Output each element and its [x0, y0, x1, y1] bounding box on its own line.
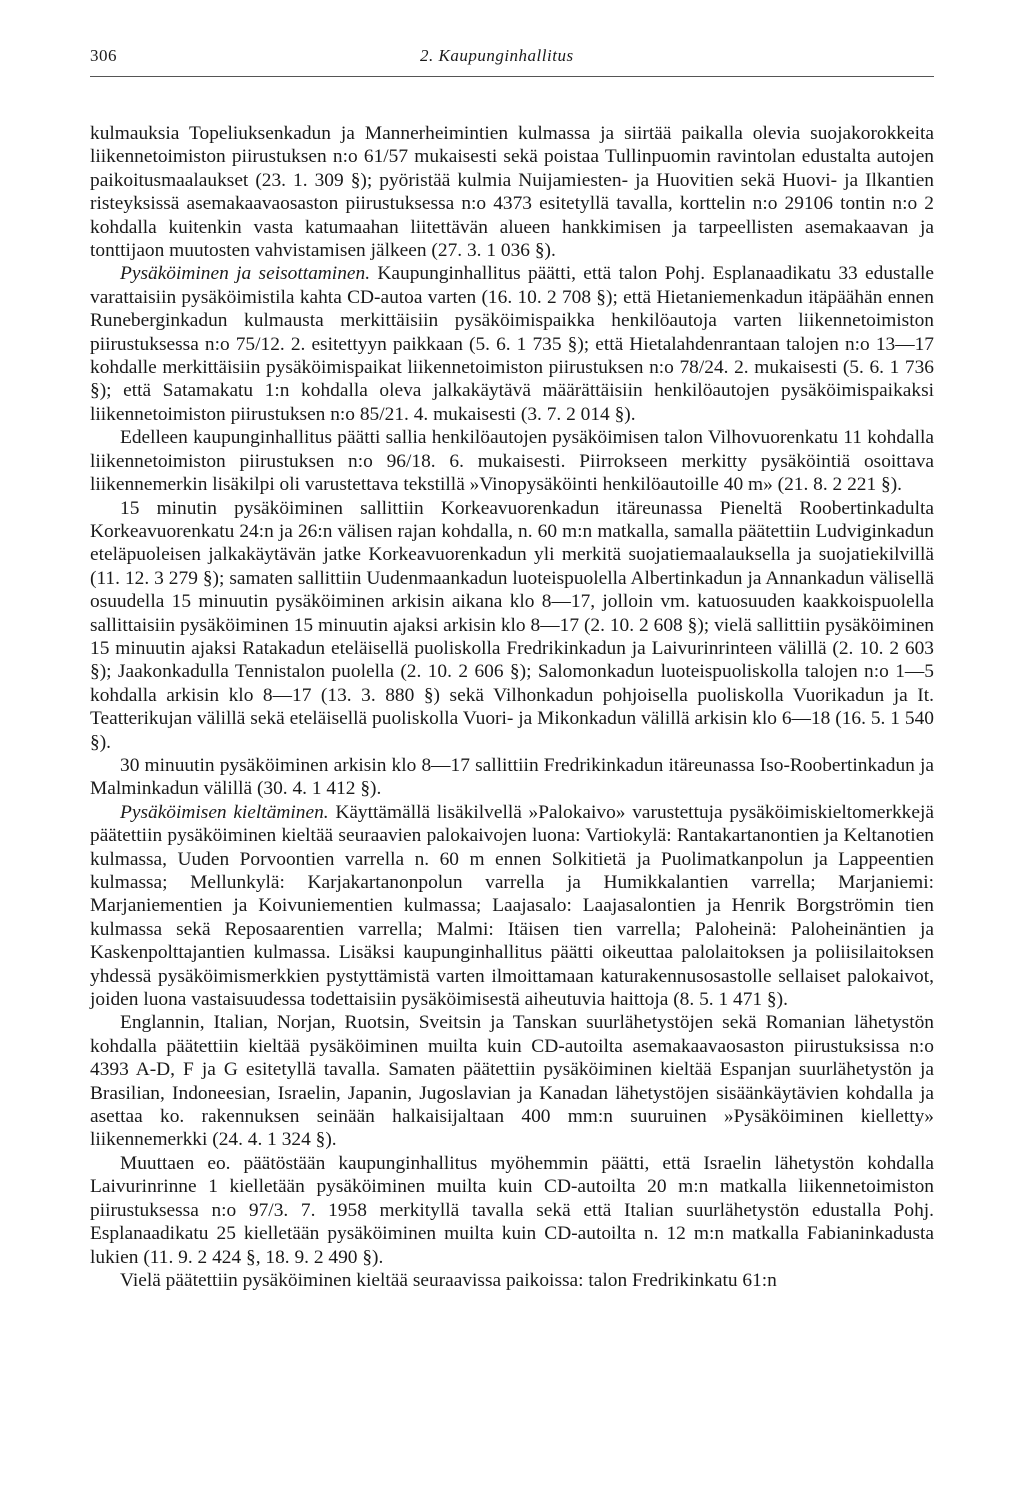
section-heading: Pysäköimisen kieltäminen.: [120, 801, 329, 823]
paragraph-text: 30 minuutin pysäköiminen arkisin klo 8—17 sallittiin Fredrikinkadun itäreunassa Iso-Roobertinkadun ja Malminkadun välillä (30. 4. 1 412 §).: [90, 754, 934, 800]
running-header: [90, 42, 934, 77]
paragraph-text: Vielä päätettiin pysäköiminen kieltää seuraavissa paikoissa: talon Fredrikinkatu 61:n: [120, 1269, 777, 1291]
paragraph-text: Kaupunginhallitus päätti, että talon Pohj. Esplanaadikatu 33 edustalle varattaisiin pysäköimistila kahta CD-autoa varten (16. 10. 2 708 §); että Hietaniemenkadun itäpäähän ennen Runeberginkadun kulmausta merkittäisiin pysäköimispaikka henkilöautoja varten liikennetoimiston piirustuksessa n:o 75/12. 2. esitettyyn paikkaan (5. 6. 1 735 §); että Hietalahdenrantaan talojen n:o 13—17 kohdalle merkittäisiin pysäköimispaikat liikennetoimiston piirustuksen n:o 78/24. 2. mukaisesti (5. 6. 1 736 §); että Satamakatu 1:n kohdalla oleva jalkakäytävä määrättäisiin henkilöautojen pysäköimispaikaksi liikennetoimiston piirustuksen n:o 85/21. 4. mukaisesti (3. 7. 2 014 §).: [90, 263, 934, 425]
paragraph: [90, 122, 934, 262]
paragraph-text: Muuttaen eo. päätöstään kaupunginhallitus myöhemmin päätti, että Israelin lähetystön kohdalla Laivurinrinne 1 kielletään pysäköiminen muilta kuin CD-autoilta 20 m:n matkalla liikennetoimiston piirustuksessa n:o 97/3. 7. 1958 merkityllä tavalla sekä että Italian suurlähetystön edustalla Pohj. Esplanaadikatu 25 kielletään pysäköiminen muilta kuin CD-autoilta n. 12 m:n matkalla Fabianinkadusta lukien (11. 9. 2 424 §, 18. 9. 2 490 §).: [90, 1152, 934, 1268]
section-heading: Pysäköiminen ja seisottaminen.: [120, 263, 371, 285]
paragraph: [90, 1152, 934, 1269]
page-number: 306: [90, 46, 117, 65]
paragraph: [90, 426, 934, 496]
paragraph-text: Englannin, Italian, Norjan, Ruotsin, Sveitsin ja Tanskan suurlähetystöjen sekä Romanian lähetystön kohdalla päätettiin kieltää pysäköiminen muilta kuin CD-autoilta asemakaavaosaston piirustuksissa n:o 4393 A-D, F ja G esitetyllä tavalla. Samaten päätettiin pysäköiminen kieltää Espanjan suurlähetystön ja Brasilian, Indoneesian, Israelin, Japanin, Jugoslavian ja Kanadan lähetystöjen sisäänkäytävien kohdalla ja asettaa ko. rakennuksen seinään halkaisijaltaan 400 mm:n suuruinen »Pysäköiminen kielletty» liikennemerkki (24. 4. 1 324 §).: [90, 1012, 934, 1151]
paragraph: [90, 754, 934, 801]
running-title: 2. Kaupunginhallitus: [420, 46, 574, 65]
paragraph: [90, 1269, 934, 1292]
paragraph-text: 15 minutin pysäköiminen sallittiin Korkeavuorenkadun itäreunassa Pieneltä Roobertinkadulta Korkeavuorenkatu 24:n ja 26:n välisen rajan kohdalla, n. 60 m:n matkalla, samalla päätettiin Ludviginkadun eteläpuoleisen jalkakäytävän jatke Korkeavuorenkadun yli merkitä suojatiemaalauksella ja suojatiekilvillä (11. 12. 3 279 §); samaten sallittiin Uudenmaankadun luoteispuolella Albertinkadun ja Annankadun välisellä osuudella 15 minuutin pysäköiminen arkisin aikana klo 8—17, jolloin vm. katuosuuden kaakkoispuolella sallittaisiin pysäköiminen 15 minuutin ajaksi arkisin klo 8—17 (2. 10. 2 608 §); vielä sallittiin pysäköiminen 15 minuutin ajaksi Ratakadun eteläisellä puoliskolla Fredrikinkadun ja Laivurinrinteen välillä (2. 10. 2 603 §); Jaakonkadulla Tennistalon puolella (2. 10. 2 606 §); Salomonkadun luoteispuoliskolla talojen n:o 1—5 kohdalla arkisin klo 8—17 (13. 3. 880 §) sekä Vilhonkadun pohjoisella puoliskolla Vuorikadun ja It. Teatterikujan välillä sekä eteläisellä puoliskolla Vuori- ja Mikonkadun välillä arkisin klo 6—18 (16. 5. 1 540 §).: [90, 497, 934, 753]
paragraph: [90, 262, 934, 426]
paragraph-text: kulmauksia Topeliuksenkadun ja Mannerheimintien kulmassa ja siirtää paikalla olevia suojakorokkeita liikennetoimiston piirustuksen n:o 61/57 mukaisesti sekä poistaa Tullinpuomin ravintolan edustalta autojen paikoitusmaalaukset (23. 1. 309 §); pyöristää kulmia Nuijamiesten- ja Huovitien sekä Huovi- ja Ilkantien risteyksissä asemakaavaosaston piirustuksessa n:o 4373 esitetyllä tavalla, korttelin n:o 29106 tontin n:o 2 kohdalla kuitenkin vasta katumaahan liitettävän alueen hankkimisen ja tarpeellisten asemakaavan ja tonttijaon muutosten vahvistamisen jälkeen (27. 3. 1 036 §).: [90, 123, 934, 262]
paragraph: [90, 1011, 934, 1151]
paragraph-text: Käyttämällä lisäkilvellä »Palokaivo» varustettuja pysäköimiskieltomerkkejä päätettiin pysäköiminen kieltää seuraavien palokaivojen luona: Vartiokylä: Rantakartanontien ja Keltanotien kulmassa, Uuden Porvoontien varrella n. 60 m ennen Solkitietä ja Puolimatkanpolun ja Lappeentien kulmassa; Mellunkylä: Karjakartanonpolun varrella ja Humikkalantien varrella; Marjaniemi: Marjaniementien ja Koivuniementien kulmassa; Laajasalo: Laajasalontien ja Henrik Borgströmin tien kulmassa sekä Reposaarentien varrella; Malmi: Itäisen tien varrella; Paloheinä: Paloheinäntien ja Kaskenpolttajantien kulmassa. Lisäksi kaupunginhallitus päätti oikeuttaa palolaitoksen ja poliisilaitoksen yhdessä pysäköimismerkkien pystyttämistä varten ilmoittamaan katurakennusosastolle sellaiset palokaivot, joiden luona vastaisuudessa todettaisiin pysäköimisestä aiheutuvia haittoja (8. 5. 1 471 §).: [90, 801, 934, 1011]
paragraph: [90, 801, 934, 1012]
body-text: [90, 122, 934, 1292]
paragraph-text: Edelleen kaupunginhallitus päätti sallia henkilöautojen pysäköimisen talon Vilhovuorenkatu 11 kohdalla liikennetoimiston piirustuksen n:o 96/18. 6. mukaisesti. Piirrokseen merkitty pysäköintiä osoittava liikennemerkin lisäkilpi oli varustettava tekstillä »Vinopysäköinti henkilöautoille 40 m» (21. 8. 2 221 §).: [90, 427, 934, 496]
paragraph: [90, 497, 934, 754]
